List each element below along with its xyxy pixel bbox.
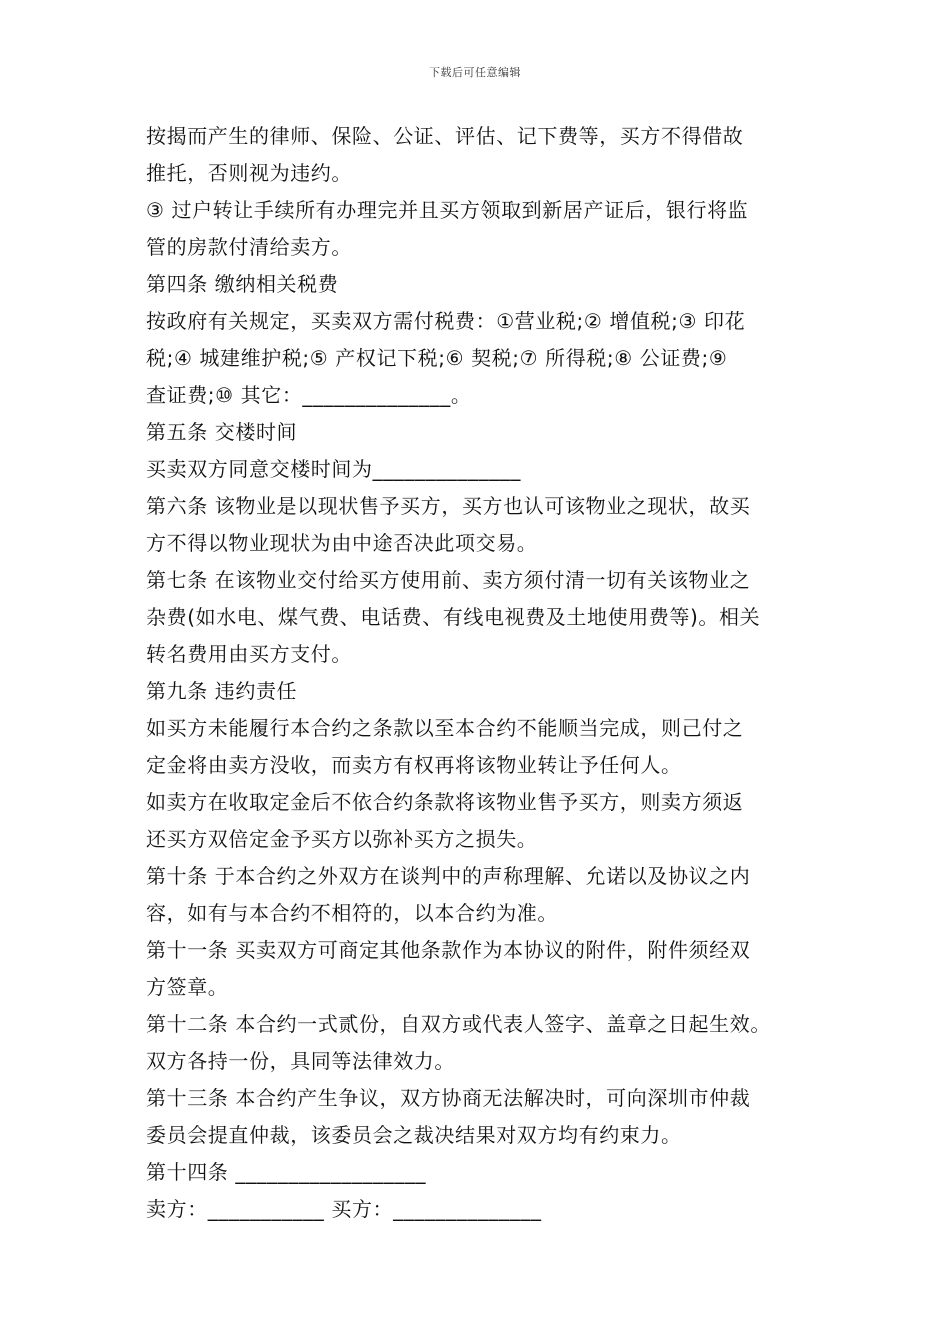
text-line: 转名费用由买方支付。 [146,642,352,666]
section-heading-9: 第九条 违约责任 [146,679,298,703]
signature-line: 卖方：___________ 买方：______________ [146,1197,542,1221]
text-line: 杂费(如水电、煤气费、电话费、有线电视费及土地使用费等)。相关 [146,605,761,629]
text-line: 管的房款付清给卖方。 [146,235,352,259]
section-heading-5: 第五条 交楼时间 [146,420,298,444]
text-line: 容，如有与本合约不相符的，以本合约为准。 [146,901,558,925]
text-line: 委员会提直仲裁，该委员会之裁决结果对双方均有约束力。 [146,1123,682,1147]
text-line: 按政府有关规定，买卖双方需付税费：①营业税;② 增值税;③ 印花 [146,309,746,333]
text-line: 买卖双方同意交楼时间为______________ [146,457,521,481]
text-line: 第十四条 __________________ [146,1160,427,1184]
text-line: 如买方未能履行本合约之条款以至本合约不能顺当完成，则己付之 [146,716,744,740]
page-header: 下载后可任意编辑 [429,66,521,79]
text-line: 推托，否则视为违约。 [146,161,352,185]
text-line: 第十一条 买卖双方可商定其他条款作为本协议的附件，附件须经双 [146,938,751,962]
text-line: 税;④ 城建维护税;⑤ 产权记下税;⑥ 契税;⑦ 所得税;⑧ 公证费;⑨ [146,346,728,370]
text-line: 如卖方在收取定金后不依合约条款将该物业售予买方，则卖方须返 [146,790,744,814]
text-line: 第十二条 本合约一式贰份，自双方或代表人签字、盖章之日起生效。 [146,1012,771,1036]
text-line: 方不得以物业现状为由中途否决此项交易。 [146,531,538,555]
section-heading-4: 第四条 缴纳相关税费 [146,272,339,296]
text-line: ③ 过户转让手续所有办理完并且买方领取到新居产证后，银行将监 [146,198,749,222]
text-line: 定金将由卖方没收，而卖方有权再将该物业转让予任何人。 [146,753,682,777]
document-body [146,118,826,1228]
text-line: 第十三条 本合约产生争议，双方协商无法解决时，可向深圳市仲裁 [146,1086,751,1110]
text-line: 查证费;⑩ 其它：______________。 [146,383,472,407]
text-line: 方签章。 [146,975,229,999]
text-line: 按揭而产生的律师、保险、公证、评估、记下费等，买方不得借故 [146,124,744,148]
text-line: 还买方双倍定金予买方以弥补买方之损失。 [146,827,538,851]
text-line: 第七条 在该物业交付给买方使用前、卖方须付清一切有关该物业之 [146,568,751,592]
text-line: 第六条 该物业是以现状售予买方，买方也认可该物业之现状，故买 [146,494,751,518]
text-line: 双方各持一份，具同等法律效力。 [146,1049,455,1073]
text-line: 第十条 于本合约之外双方在谈判中的声称理解、允诺以及协议之内 [146,864,751,888]
